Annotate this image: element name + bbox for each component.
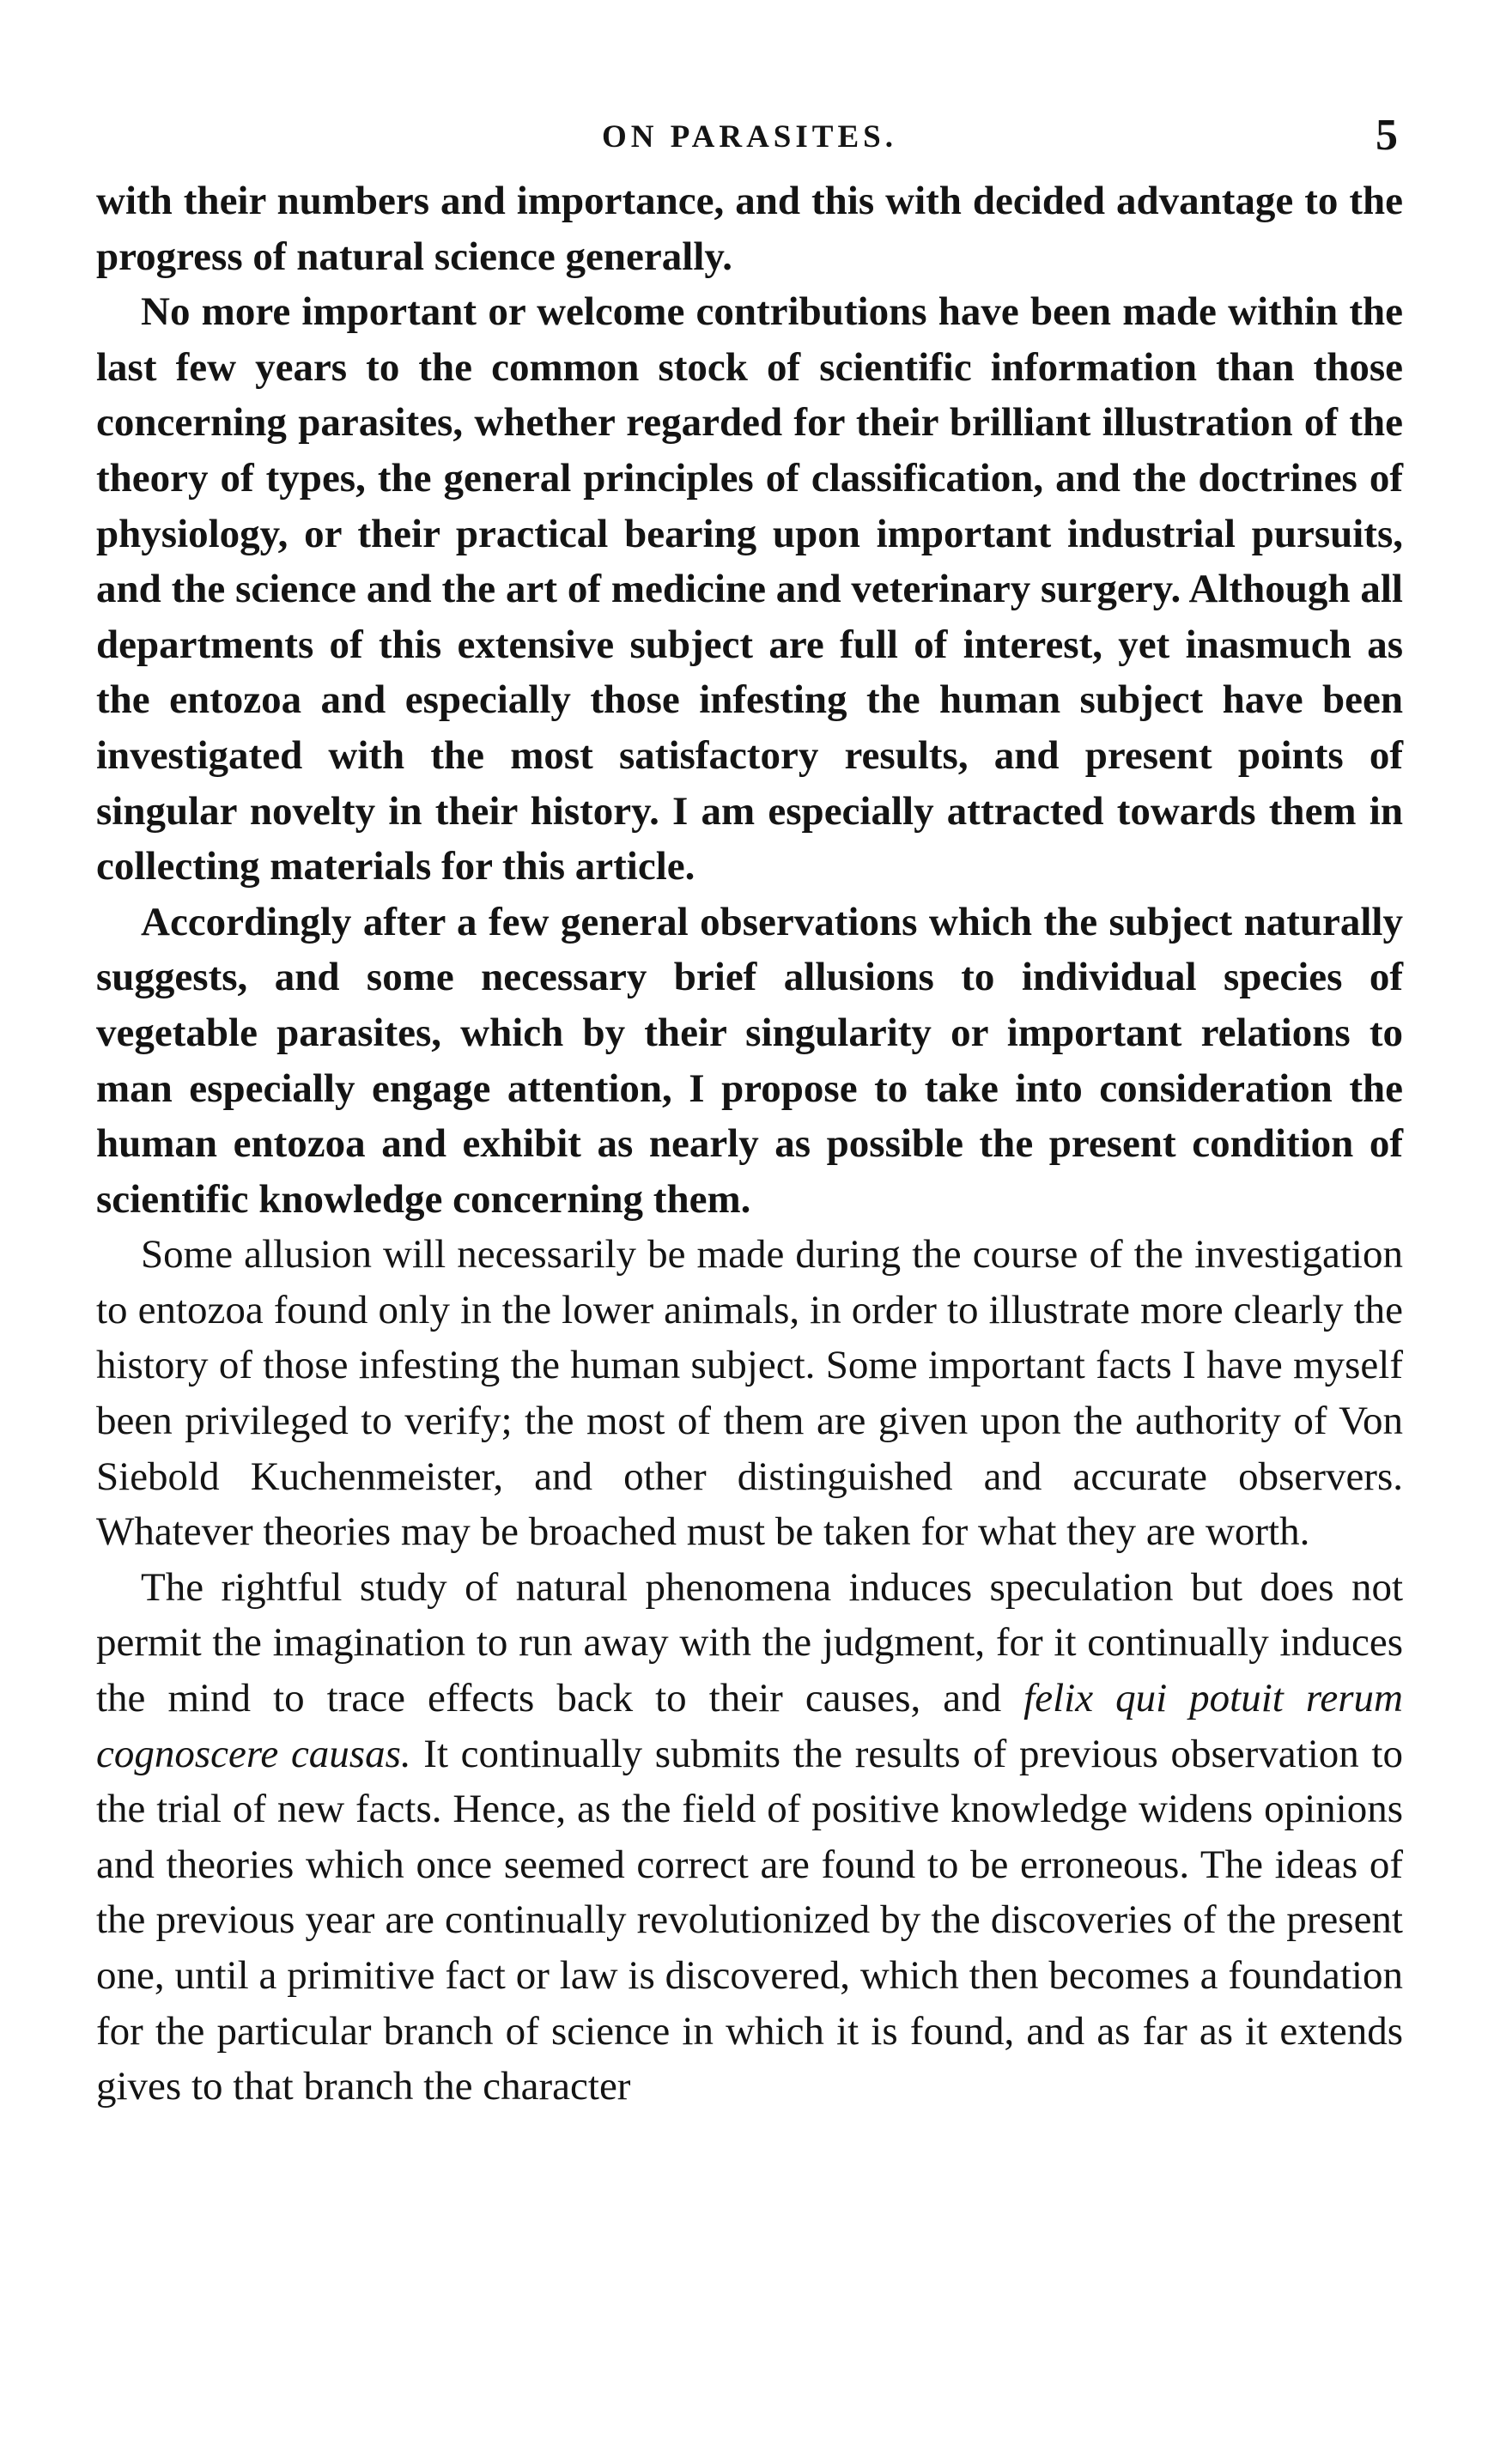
paragraph-continuation: with their numbers and importance, and this with decided advantage to the progress of natural science generally. <box>96 179 1403 279</box>
paragraph-text-after-quote: It continually submits the results of previous observation to the trial of new facts. Hence, as the field of positive knowledge widens opinions and theories which once seemed correct are found to be erroneous. The ideas of the previous year are continually revolutionized by the discoveries of the present one, until a primitive fact or law is discovered, which then becomes a foundation for the particular branch of science in which it is found, and as far as it extends gives to that branch the character <box>96 1731 1403 2109</box>
paragraph-allusion: Some allusion will necessarily be made during the course of the investigation to entozoa found only in the lower animals, in order to illustrate more clearly the history of those infesting the human subject. Some important facts I have myself been privileged to verify; the most of them are given upon the authority of Von Siebold Kuchenmeister, and other distinguished and accurate observers. Whatever theories may be broached must be taken for what they are worth. <box>96 1232 1403 1555</box>
running-title: ON PARASITES. <box>602 119 897 155</box>
paragraph-accordingly: Accordingly after a few general observations which the subject naturally suggests, and some necessary brief allusions to individual species of vegetable parasites, which by their singularity or important relations to man especially engage attention, I propose to take into consideration the human entozoa and exhibit as nearly as possible the present condition of scientific knowledge concerning them. <box>96 899 1403 1222</box>
paragraph-rightful-study <box>96 1560 1403 2115</box>
paragraph-contributions: No more important or welcome contributions have been made within the last few years to the common stock of scientific information than those concerning parasites, whether regarded for their brilliant illustration of the theory of types, the general principles of classification, and the doctrines of physiology, or their practical bearing upon important industrial pursuits, and the science and the art of medicine and veterinary surgery. Although all departments of this extensive subject are full of interest, yet inasmuch as the entozoa and especially those infesting the human subject have been investigated with the most satisfactory results, and present points of singular novelty in their history. I am especially attracted towards them in collecting materials for this article. <box>96 289 1403 889</box>
latin-quotation: felix qui potuit rerum cognoscere causas. <box>96 1676 1404 1776</box>
paragraph-text-before-quote: The rightful study of natural phenomena induces speculation but does not permit the imagination to run away with the judgment, for it continually induces the mind to trace effects back to their causes, and <box>96 1564 1403 1721</box>
running-head <box>96 110 1403 161</box>
book-page <box>96 110 1403 2428</box>
page-number: 5 <box>1376 111 1398 160</box>
body-text <box>96 173 1403 2115</box>
